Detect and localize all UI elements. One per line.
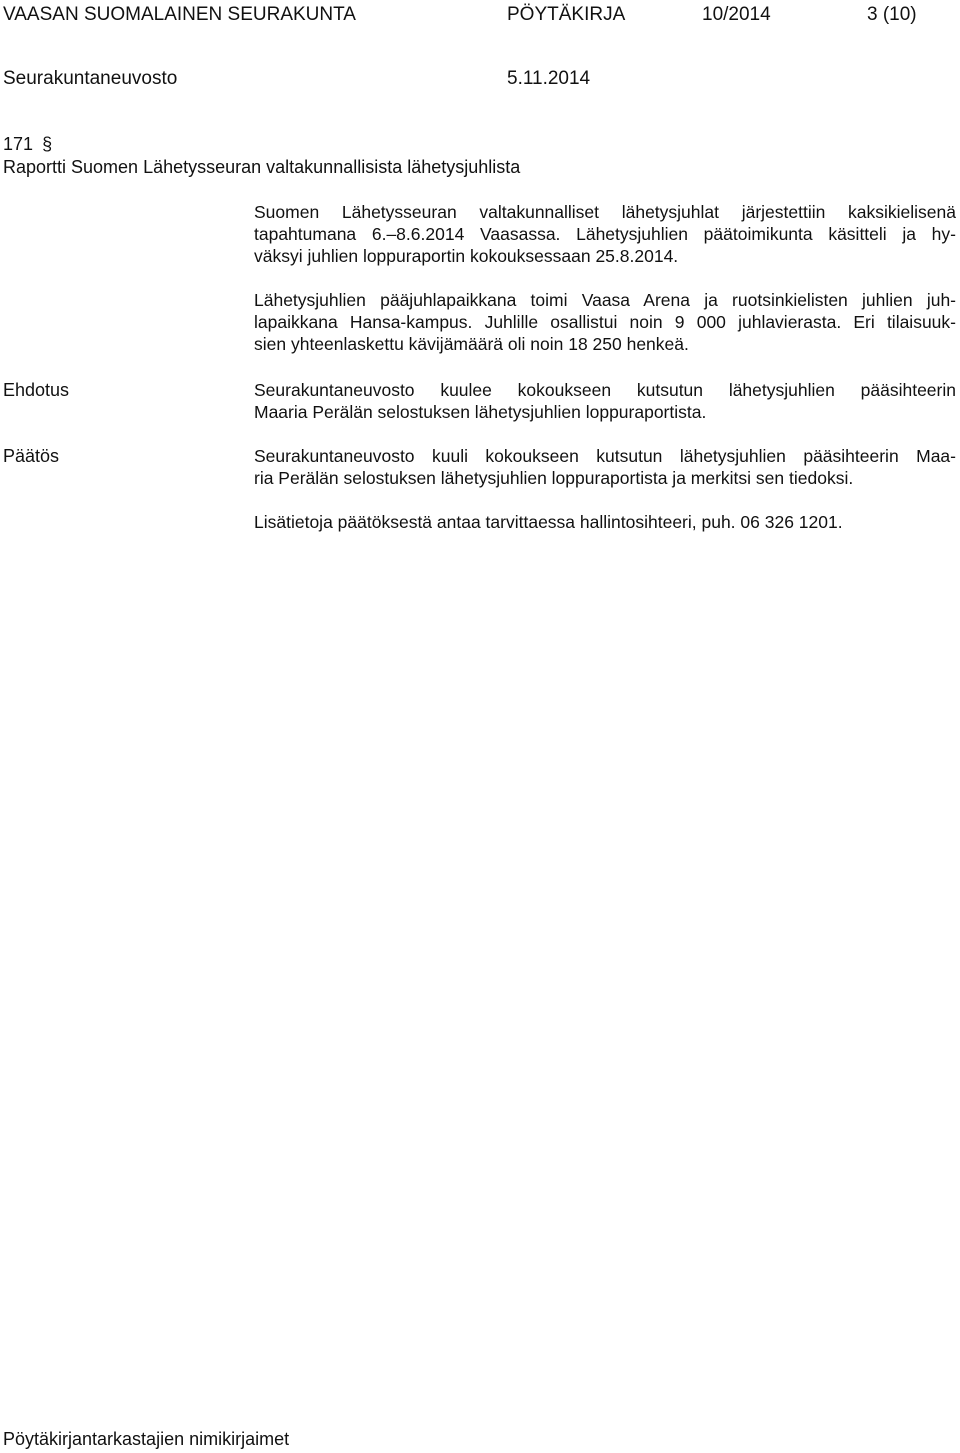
page-number: 3 (10) [867,4,917,25]
document-type: PÖYTÄKIRJA [507,4,626,25]
proposal-text [254,379,956,423]
paragraph-1 [254,201,956,267]
meeting-body: Seurakuntaneuvosto [3,68,178,89]
paragraph-line: tapahtumana 6.–8.6.2014 Vaasassa. Lähetysjuhlien päätoimikunta käsitteli ja hy- [254,224,956,244]
additional-info: Lisätietoja päätöksestä antaa tarvittaessa hallintosihteeri, puh. 06 326 1201. [254,512,843,532]
meeting-date: 5.11.2014 [507,68,591,89]
decision-text [254,445,956,489]
paragraph-line: ria Perälän selostuksen lähetysjuhlien loppuraportista ja merkitsi sen tiedoksi. [254,468,854,488]
proposal-label: Ehdotus [3,380,70,400]
decision-label: Päätös [3,446,60,466]
paragraph-line: väksyi juhlien loppuraportin kokouksessaan 25.8.2014. [254,246,679,266]
section-number-line [3,133,52,155]
signature-initials-label: Pöytäkirjantarkastajien nimikirjaimet [3,1429,290,1449]
paragraph-line: Seurakuntaneuvosto kuulee kokoukseen kutsutun lähetysjuhlien pääsihteerin [254,380,956,400]
paragraph-line: Maaria Perälän selostuksen lähetysjuhlien loppuraportista. [254,402,707,422]
paragraph-2 [254,289,956,355]
section-number: 171 [3,134,34,154]
organization-name: VAASAN SUOMALAINEN SEURAKUNTA [3,4,356,25]
paragraph-line: Suomen Lähetysseuran valtakunnalliset lähetysjuhlat järjestettiin kaksikielisenä [254,202,956,222]
document-number: 10/2014 [702,4,771,25]
paragraph-line: sien yhteenlaskettu kävijämäärä oli noin 18 250 henkeä. [254,334,689,354]
section-title: Raportti Suomen Lähetysseuran valtakunnallisista lähetysjuhlista [3,157,521,177]
paragraph-line: lapaikkana Hansa-kampus. Juhlille osallistui noin 9 000 juhlavierasta. Eri tilaisuuk- [254,312,956,332]
paragraph-line: Seurakuntaneuvosto kuuli kokoukseen kutsutun lähetysjuhlien pääsihteerin Maa- [254,446,956,466]
paragraph-line: Lähetysjuhlien pääjuhlapaikkana toimi Vaasa Arena ja ruotsinkielisten juhlien juh- [254,290,956,310]
section-symbol: § [42,134,53,154]
